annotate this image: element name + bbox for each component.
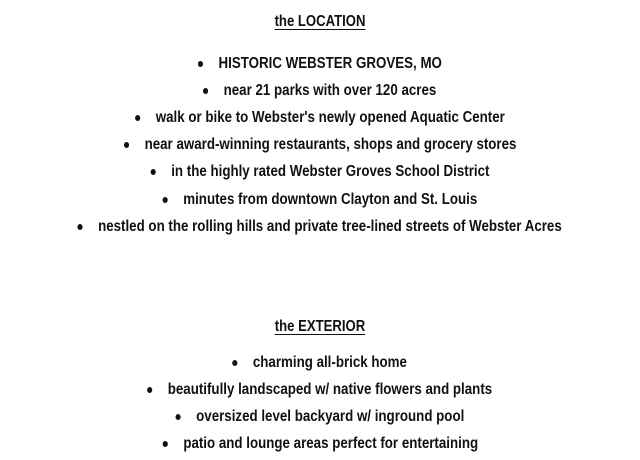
list-item: [0, 403, 640, 430]
bullet-dot-icon: [147, 387, 152, 393]
list-item-text: nestled on the rolling hills and private tree-lined streets of Webster Acres: [98, 217, 563, 235]
list-item: [0, 186, 640, 213]
bullet-dot-icon: [162, 441, 167, 447]
list-item: [0, 132, 640, 159]
bullet-dot-icon: [163, 197, 168, 203]
location-feature-list: [0, 50, 640, 240]
bullet-dot-icon: [203, 88, 208, 94]
list-item: [0, 430, 640, 457]
list-item: [0, 159, 640, 186]
bullet-dot-icon: [233, 360, 238, 366]
location-heading: the LOCATION: [274, 13, 366, 30]
bullet-dot-icon: [176, 414, 181, 420]
list-item-text: near 21 parks with over 120 acres: [223, 81, 437, 99]
list-item-text: HISTORIC WEBSTER GROVES, MO: [218, 54, 443, 72]
list-item-text: near award-winning restaurants, shops and grocery stores: [144, 136, 517, 154]
list-item-text: beautifully landscaped w/ native flowers and plants: [168, 380, 493, 398]
list-item-text: charming all-brick home: [253, 353, 408, 371]
list-item: [0, 213, 640, 240]
bullet-dot-icon: [135, 115, 140, 121]
bullet-dot-icon: [124, 142, 129, 148]
list-item-text: in the highly rated Webster Groves School District: [171, 163, 490, 181]
list-item: [0, 104, 640, 131]
list-item-text: patio and lounge areas perfect for entertaining: [182, 434, 478, 452]
bullet-dot-icon: [151, 169, 156, 175]
list-item: [0, 376, 640, 403]
bullet-dot-icon: [198, 61, 203, 67]
list-item: [0, 50, 640, 77]
bullet-dot-icon: [78, 224, 83, 230]
list-item-text: walk or bike to Webster's newly opened Aquatic Center: [155, 108, 505, 126]
list-item-text: minutes from downtown Clayton and St. Louis: [183, 190, 478, 208]
exterior-heading: the EXTERIOR: [274, 318, 366, 335]
list-item-text: oversized level backyard w/ inground pool: [196, 407, 465, 425]
list-item: [0, 349, 640, 376]
exterior-feature-list: [0, 349, 640, 457]
list-item: [0, 77, 640, 104]
